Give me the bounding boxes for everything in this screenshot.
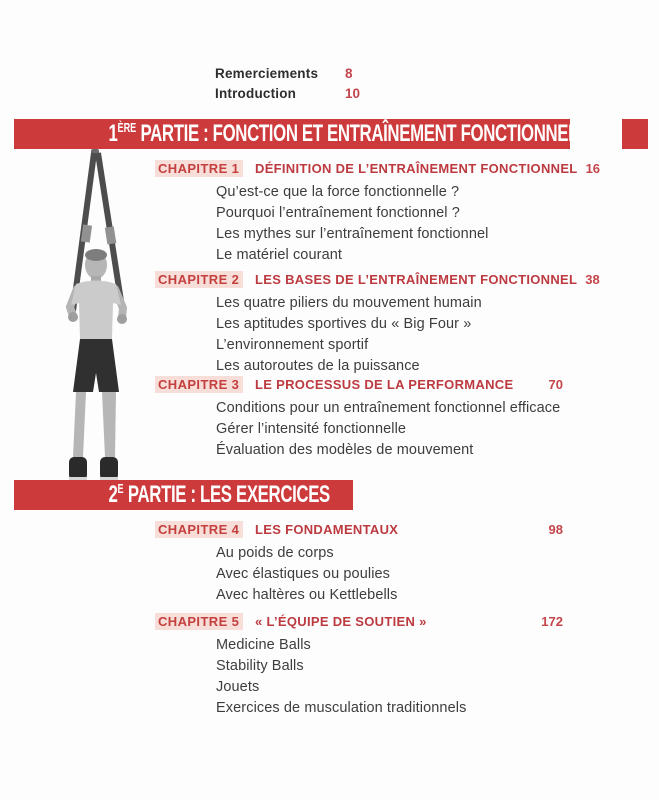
decorative-red-square bbox=[622, 119, 648, 149]
chapter-label-wrap bbox=[155, 613, 255, 631]
toc-item: Les aptitudes sportives du « Big Four » bbox=[216, 316, 472, 332]
toc-item: Jouets bbox=[216, 679, 260, 695]
chapter-entry-2 bbox=[155, 271, 600, 377]
toc-item: Le matériel courant bbox=[216, 247, 343, 263]
front-matter-list bbox=[215, 66, 360, 106]
chapter-label-wrap bbox=[155, 271, 255, 289]
chapter-item-list bbox=[155, 543, 563, 606]
chapter-entry-5 bbox=[155, 613, 563, 719]
chapter-page-number: 38 bbox=[585, 272, 600, 287]
toc-item: Conditions pour un entraînement fonctionnel efficace bbox=[216, 400, 561, 416]
toc-item: Avec haltères ou Kettlebells bbox=[216, 587, 398, 603]
chapter-label: CHAPITRE 2 bbox=[155, 271, 243, 288]
toc-item: Les quatre piliers du mouvement humain bbox=[216, 295, 482, 311]
chapter-page-number: 16 bbox=[585, 161, 601, 176]
chapter-label: CHAPITRE 5 bbox=[155, 613, 243, 630]
part2-banner bbox=[14, 480, 353, 510]
chapter-title: LES FONDAMENTAUX bbox=[255, 522, 399, 537]
chapter-label: CHAPITRE 1 bbox=[155, 160, 243, 177]
chapter-label: CHAPITRE 3 bbox=[155, 376, 243, 393]
part1-banner bbox=[14, 119, 579, 149]
chapter-label: CHAPITRE 4 bbox=[155, 521, 243, 538]
chapter-heading bbox=[155, 521, 563, 542]
chapter-heading bbox=[155, 613, 563, 634]
chapter-heading bbox=[155, 376, 563, 397]
chapter-item-list bbox=[155, 635, 563, 719]
toc-item: Pourquoi l’entraînement fonctionnel ? bbox=[216, 205, 460, 221]
chapter-entry-1 bbox=[155, 160, 601, 266]
toc-item: Medicine Balls bbox=[216, 637, 311, 653]
chapter-label-wrap bbox=[155, 521, 255, 539]
toc-item: Qu’est-ce que la force fonctionnelle ? bbox=[216, 184, 460, 200]
front-matter-row bbox=[215, 86, 360, 106]
front-matter-page-number: 10 bbox=[345, 86, 361, 101]
chapter-label-wrap bbox=[155, 376, 255, 394]
chapter-heading bbox=[155, 160, 601, 181]
chapter-title: LES BASES DE L’ENTRAÎNEMENT FONCTIONNEL bbox=[255, 272, 578, 287]
toc-item: Avec élastiques ou poulies bbox=[216, 566, 391, 582]
suspension-trainer-athlete-photo bbox=[36, 149, 160, 489]
chapter-label-wrap bbox=[155, 160, 255, 178]
toc-item: Stability Balls bbox=[216, 658, 304, 674]
toc-item: L’environnement sportif bbox=[216, 337, 369, 353]
chapter-heading bbox=[155, 271, 600, 292]
chapter-item-list bbox=[155, 398, 563, 461]
chapter-entry-4 bbox=[155, 521, 563, 606]
chapter-item-list bbox=[155, 293, 563, 377]
chapter-entry-3 bbox=[155, 376, 563, 461]
toc-item: Évaluation des modèles de mouvement bbox=[216, 442, 474, 458]
chapter-page-number: 172 bbox=[541, 614, 563, 629]
chapter-item-list bbox=[155, 182, 563, 266]
chapter-title: « L’ÉQUIPE DE SOUTIEN » bbox=[255, 614, 427, 629]
toc-item: Les mythes sur l’entraînement fonctionnel bbox=[216, 226, 489, 242]
chapter-title: DÉFINITION DE L’ENTRAÎNEMENT FONCTIONNEL bbox=[255, 161, 578, 176]
chapter-page-number: 70 bbox=[548, 377, 563, 392]
front-matter-page-number: 8 bbox=[345, 66, 353, 81]
part1-banner-title: 1ÈRE PARTIE : FONCTION ET ENTRAÎNEMENT FONCTIONNEL bbox=[108, 120, 579, 147]
toc-item: Les autoroutes de la puissance bbox=[216, 358, 420, 374]
toc-item: Au poids de corps bbox=[216, 545, 334, 561]
front-matter-label: Introduction bbox=[215, 86, 297, 101]
front-matter-row bbox=[215, 66, 360, 86]
chapter-page-number: 98 bbox=[548, 522, 563, 537]
chapter-title: LE PROCESSUS DE LA PERFORMANCE bbox=[255, 377, 514, 392]
part2-banner-title: $2^E$ PARTIE : LES EXERCICES bbox=[108, 481, 330, 508]
toc-item: Gérer l’intensité fonctionnelle bbox=[216, 421, 407, 437]
toc-item: Exercices de musculation traditionnels bbox=[216, 700, 467, 716]
front-matter-label: Remerciements bbox=[215, 66, 319, 81]
